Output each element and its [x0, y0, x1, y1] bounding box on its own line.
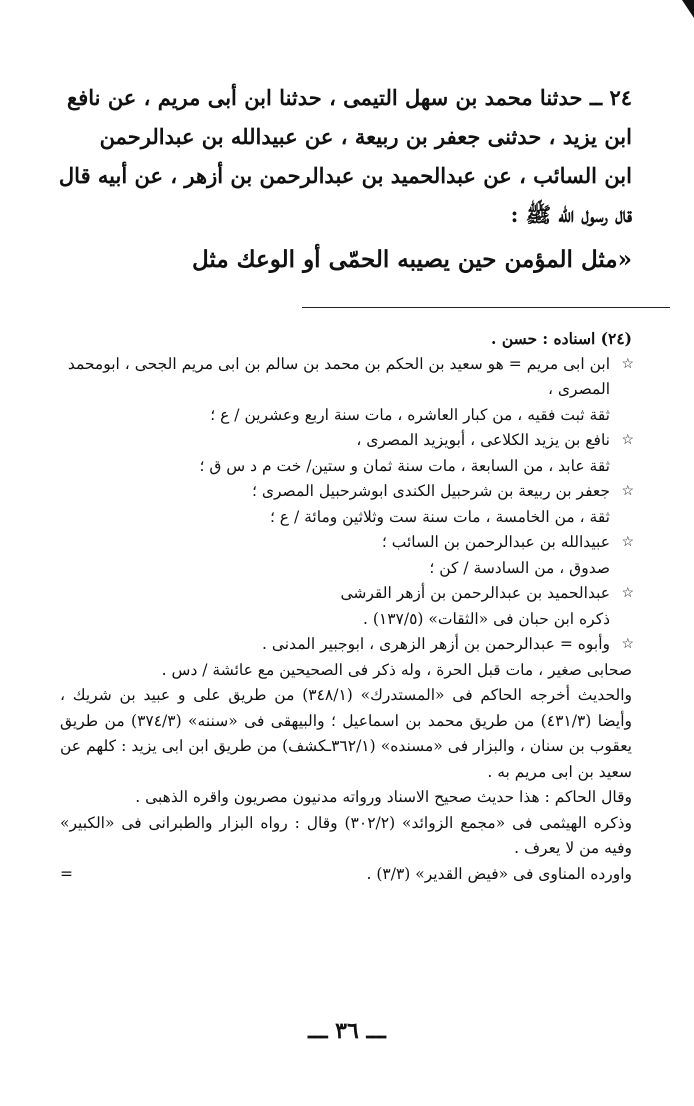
note-paragraph: وقال الحاكم : هذا حديث صحيح الاسناد ورواته مدنيون مصريون واقره الذهبى .: [135, 788, 632, 806]
star-icon: ☆: [621, 483, 634, 499]
hadith-text: [60, 78, 632, 279]
star-icon: ☆: [621, 534, 634, 550]
narrator-entry: [60, 479, 632, 505]
narrator-name: ابن ابى مريم = هو سعيد بن الحكم بن محمد بن سالم بن ابى مريم الجحى ، ابومحمد المصرى ،: [67, 354, 610, 398]
narrator-detail: ثقة عابد ، من السابعة ، مات سنة ثمان و ستين/ خت م د س ق ؛: [199, 456, 610, 475]
narrator-detail: ذكره ابن حبان فى «الثقات» (١٣٧/٥) .: [362, 609, 610, 628]
narrator-detail: ثقة ، من الخامسة ، مات سنة ست وثلاثين ومائة / ع ؛: [269, 507, 610, 526]
star-icon: ☆: [621, 355, 634, 372]
narrator-entry: [60, 581, 632, 607]
star-icon: ☆: [621, 585, 634, 601]
hadith-line: قال رسول الله ﷺ :: [510, 202, 632, 227]
page-body: [60, 78, 632, 887]
note-paragraph: واورده المناوى فى «فيض القدير» (٣/٣) .: [366, 864, 632, 883]
narrator-detail: صدوق ، من السادسة / كن ؛: [429, 558, 610, 577]
narrator-name: وأبوه = عبدالرحمن بن أزهر الزهرى ، ابوجبير المدنى .: [261, 635, 610, 653]
note-last-line: [60, 862, 632, 888]
note-paragraph: والحديث أخرجه الحاكم فى «المستدرك» (٣٤٨/١) من طريق على و عبيد بن شريك ، وأيضا (٤٣١/٣) من طريق محمد بن اسماعيل ؛ والبيهقى فى «سننه» (٣٧٤/٣) من طريق يعقوب بن سنان ، والبزار فى «مسنده» (٣٦٢/١ـكشف) من طريق ابن ابى يزيد : كلهم عن سعيد بن ابى مريم به .: [60, 686, 632, 781]
hadith-line: ابن السائب ، عن عبدالحميد بن عبدالرحمن بن أزهر ، عن أبيه قال: [58, 163, 632, 188]
footnote-separator: [302, 307, 670, 308]
narrator-detail: ثقة ثبت فقيه ، من كبار العاشره ، مات سنة اربع وعشرين / ع ؛: [210, 405, 610, 424]
note-paragraph: وذكره الهيثمى فى «مجمع الزوائد» (٣٠٢/٢) وقال : رواه البزار والطبرانى فى «الكبير» وفيه من لا يعرف .: [60, 813, 633, 857]
continuation-mark: =: [60, 864, 73, 883]
narrator-name: عبدالحميد بن عبدالرحمن بن أزهر القرشى: [340, 584, 610, 602]
narrator-entry: [60, 632, 632, 658]
corner-mark: [682, 0, 694, 18]
star-icon: ☆: [621, 432, 634, 448]
narrator-name: نافع بن يزيد الكلاعى ، أبويزيد المصرى ،: [356, 431, 610, 449]
note-paragraph: صحابى صغير ، مات قبل الحرة ، وله ذكر فى الصحيحين مع عائشة / دس .: [161, 660, 632, 679]
narrator-name: جعفر بن ربيعة بن شرحبيل الكندى ابوشرحبيل المصرى ؛: [252, 482, 610, 500]
narrator-entry: [60, 530, 632, 556]
hadith-line: ٢٤ ــ حدثنا محمد بن سهل التيمى ، حدثنا ابن أبى مريم ، عن نافع: [67, 85, 632, 110]
narrator-entry: [60, 352, 632, 403]
narrator-entry: [60, 428, 632, 454]
hadith-line: «مثل المؤمن حين يصيبه الحمّى أو الوعك مثل: [191, 246, 632, 273]
page-number: ـــ ٣٦ ـــ: [308, 1018, 386, 1044]
narrator-name: عبيدالله بن عبدالرحمن بن السائب ؛: [381, 533, 610, 551]
hadith-line: ابن يزيد ، حدثنى جعفر بن ربيعة ، عن عبيدالله بن عبدالرحمن: [99, 124, 632, 149]
star-icon: ☆: [621, 636, 634, 652]
note-heading: (٢٤) اسناده : حسن .: [491, 329, 632, 348]
footnotes: [60, 326, 632, 887]
